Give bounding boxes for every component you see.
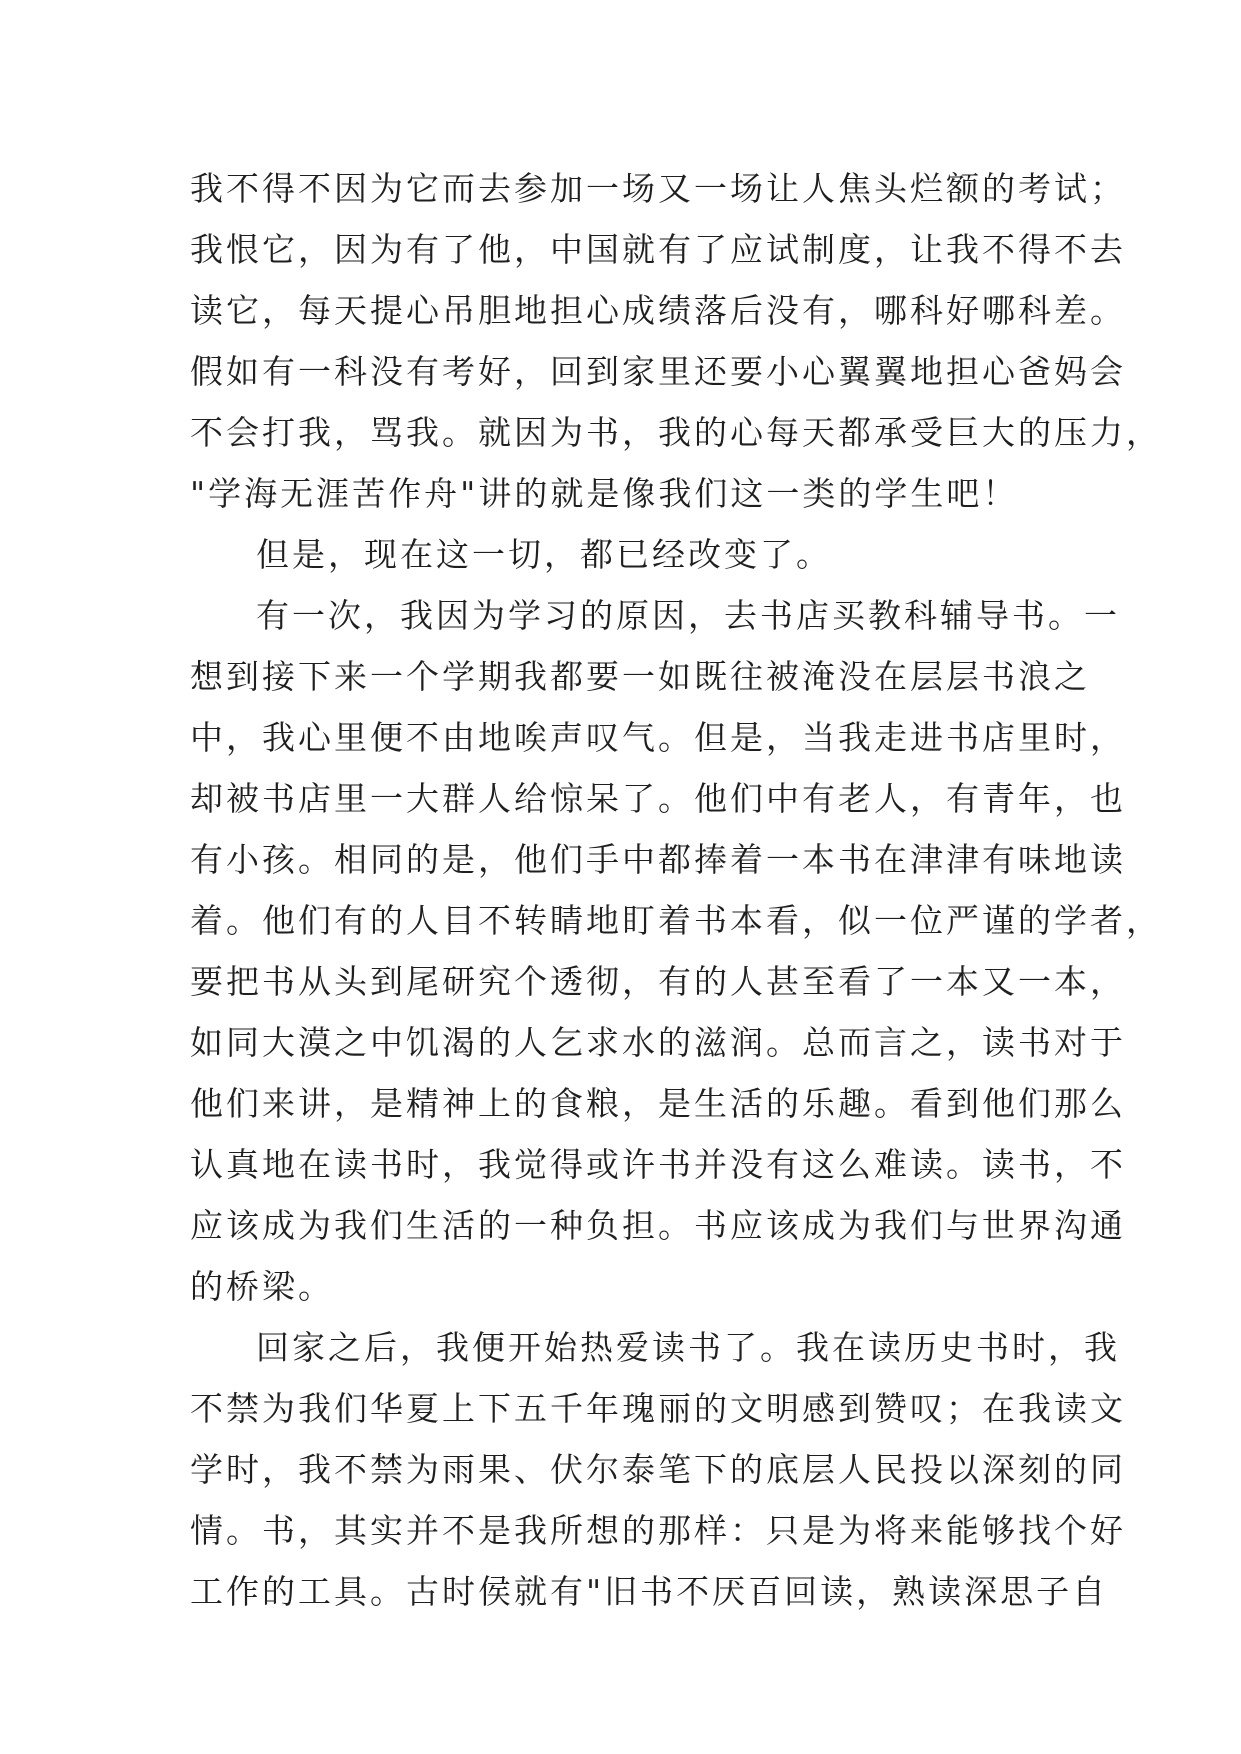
text-line: 着。他们有的人目不转睛地盯着书本看，似一位严谨的学者， xyxy=(190,901,1162,940)
text-line: 应该成为我们生活的一种负担。书应该成为我们与世界沟通 xyxy=(190,1206,1126,1245)
text-line: 不禁为我们华夏上下五千年瑰丽的文明感到赞叹；在我读文 xyxy=(190,1389,1126,1428)
text-line: 认真地在读书时，我觉得或许书并没有这么难读。读书，不 xyxy=(190,1145,1126,1184)
text-line: 不会打我，骂我。就因为书，我的心每天都承受巨大的压力， xyxy=(190,413,1162,452)
text-line: 读它，每天提心吊胆地担心成绩落后没有，哪科好哪科差。 xyxy=(190,291,1126,330)
text-line: 情。书，其实并不是我所想的那样：只是为将来能够找个好 xyxy=(190,1511,1126,1550)
paragraph-start-line: 有一次，我因为学习的原因，去书店买教科辅导书。一 xyxy=(256,596,1120,635)
text-line: 要把书从头到尾研究个透彻，有的人甚至看了一本又一本， xyxy=(190,962,1126,1001)
text-line: 的桥梁。 xyxy=(190,1267,334,1306)
text-line: 却被书店里一大群人给惊呆了。他们中有老人，有青年，也 xyxy=(190,779,1126,818)
text-line: 假如有一科没有考好，回到家里还要小心翼翼地担心爸妈会 xyxy=(190,352,1126,391)
text-line: 他们来讲，是精神上的食粮，是生活的乐趣。看到他们那么 xyxy=(190,1084,1126,1123)
text-line: 有小孩。相同的是，他们手中都捧着一本书在津津有味地读 xyxy=(190,840,1126,879)
text-line: 学时，我不禁为雨果、伏尔泰笔下的底层人民投以深刻的同 xyxy=(190,1450,1126,1489)
text-line: "学海无涯苦作舟"讲的就是像我们这一类的学生吧！ xyxy=(190,474,1019,513)
text-line: 想到接下来一个学期我都要一如既往被淹没在层层书浪之 xyxy=(190,657,1090,696)
text-line: 中，我心里便不由地唉声叹气。但是，当我走进书店里时， xyxy=(190,718,1126,757)
paragraph-start-line: 但是，现在这一切，都已经改变了。 xyxy=(256,535,832,574)
text-line: 我不得不因为它而去参加一场又一场让人焦头烂额的考试； xyxy=(190,169,1126,208)
text-line: 我恨它，因为有了他，中国就有了应试制度，让我不得不去 xyxy=(190,230,1126,269)
text-line: 如同大漠之中饥渴的人乞求水的滋润。总而言之，读书对于 xyxy=(190,1023,1126,1062)
body-text xyxy=(190,158,1162,1622)
text-line: 工作的工具。古时侯就有"旧书不厌百回读，熟读深思子自 xyxy=(190,1572,1109,1611)
paragraph-start-line: 回家之后，我便开始热爱读书了。我在读历史书时，我 xyxy=(256,1328,1120,1367)
